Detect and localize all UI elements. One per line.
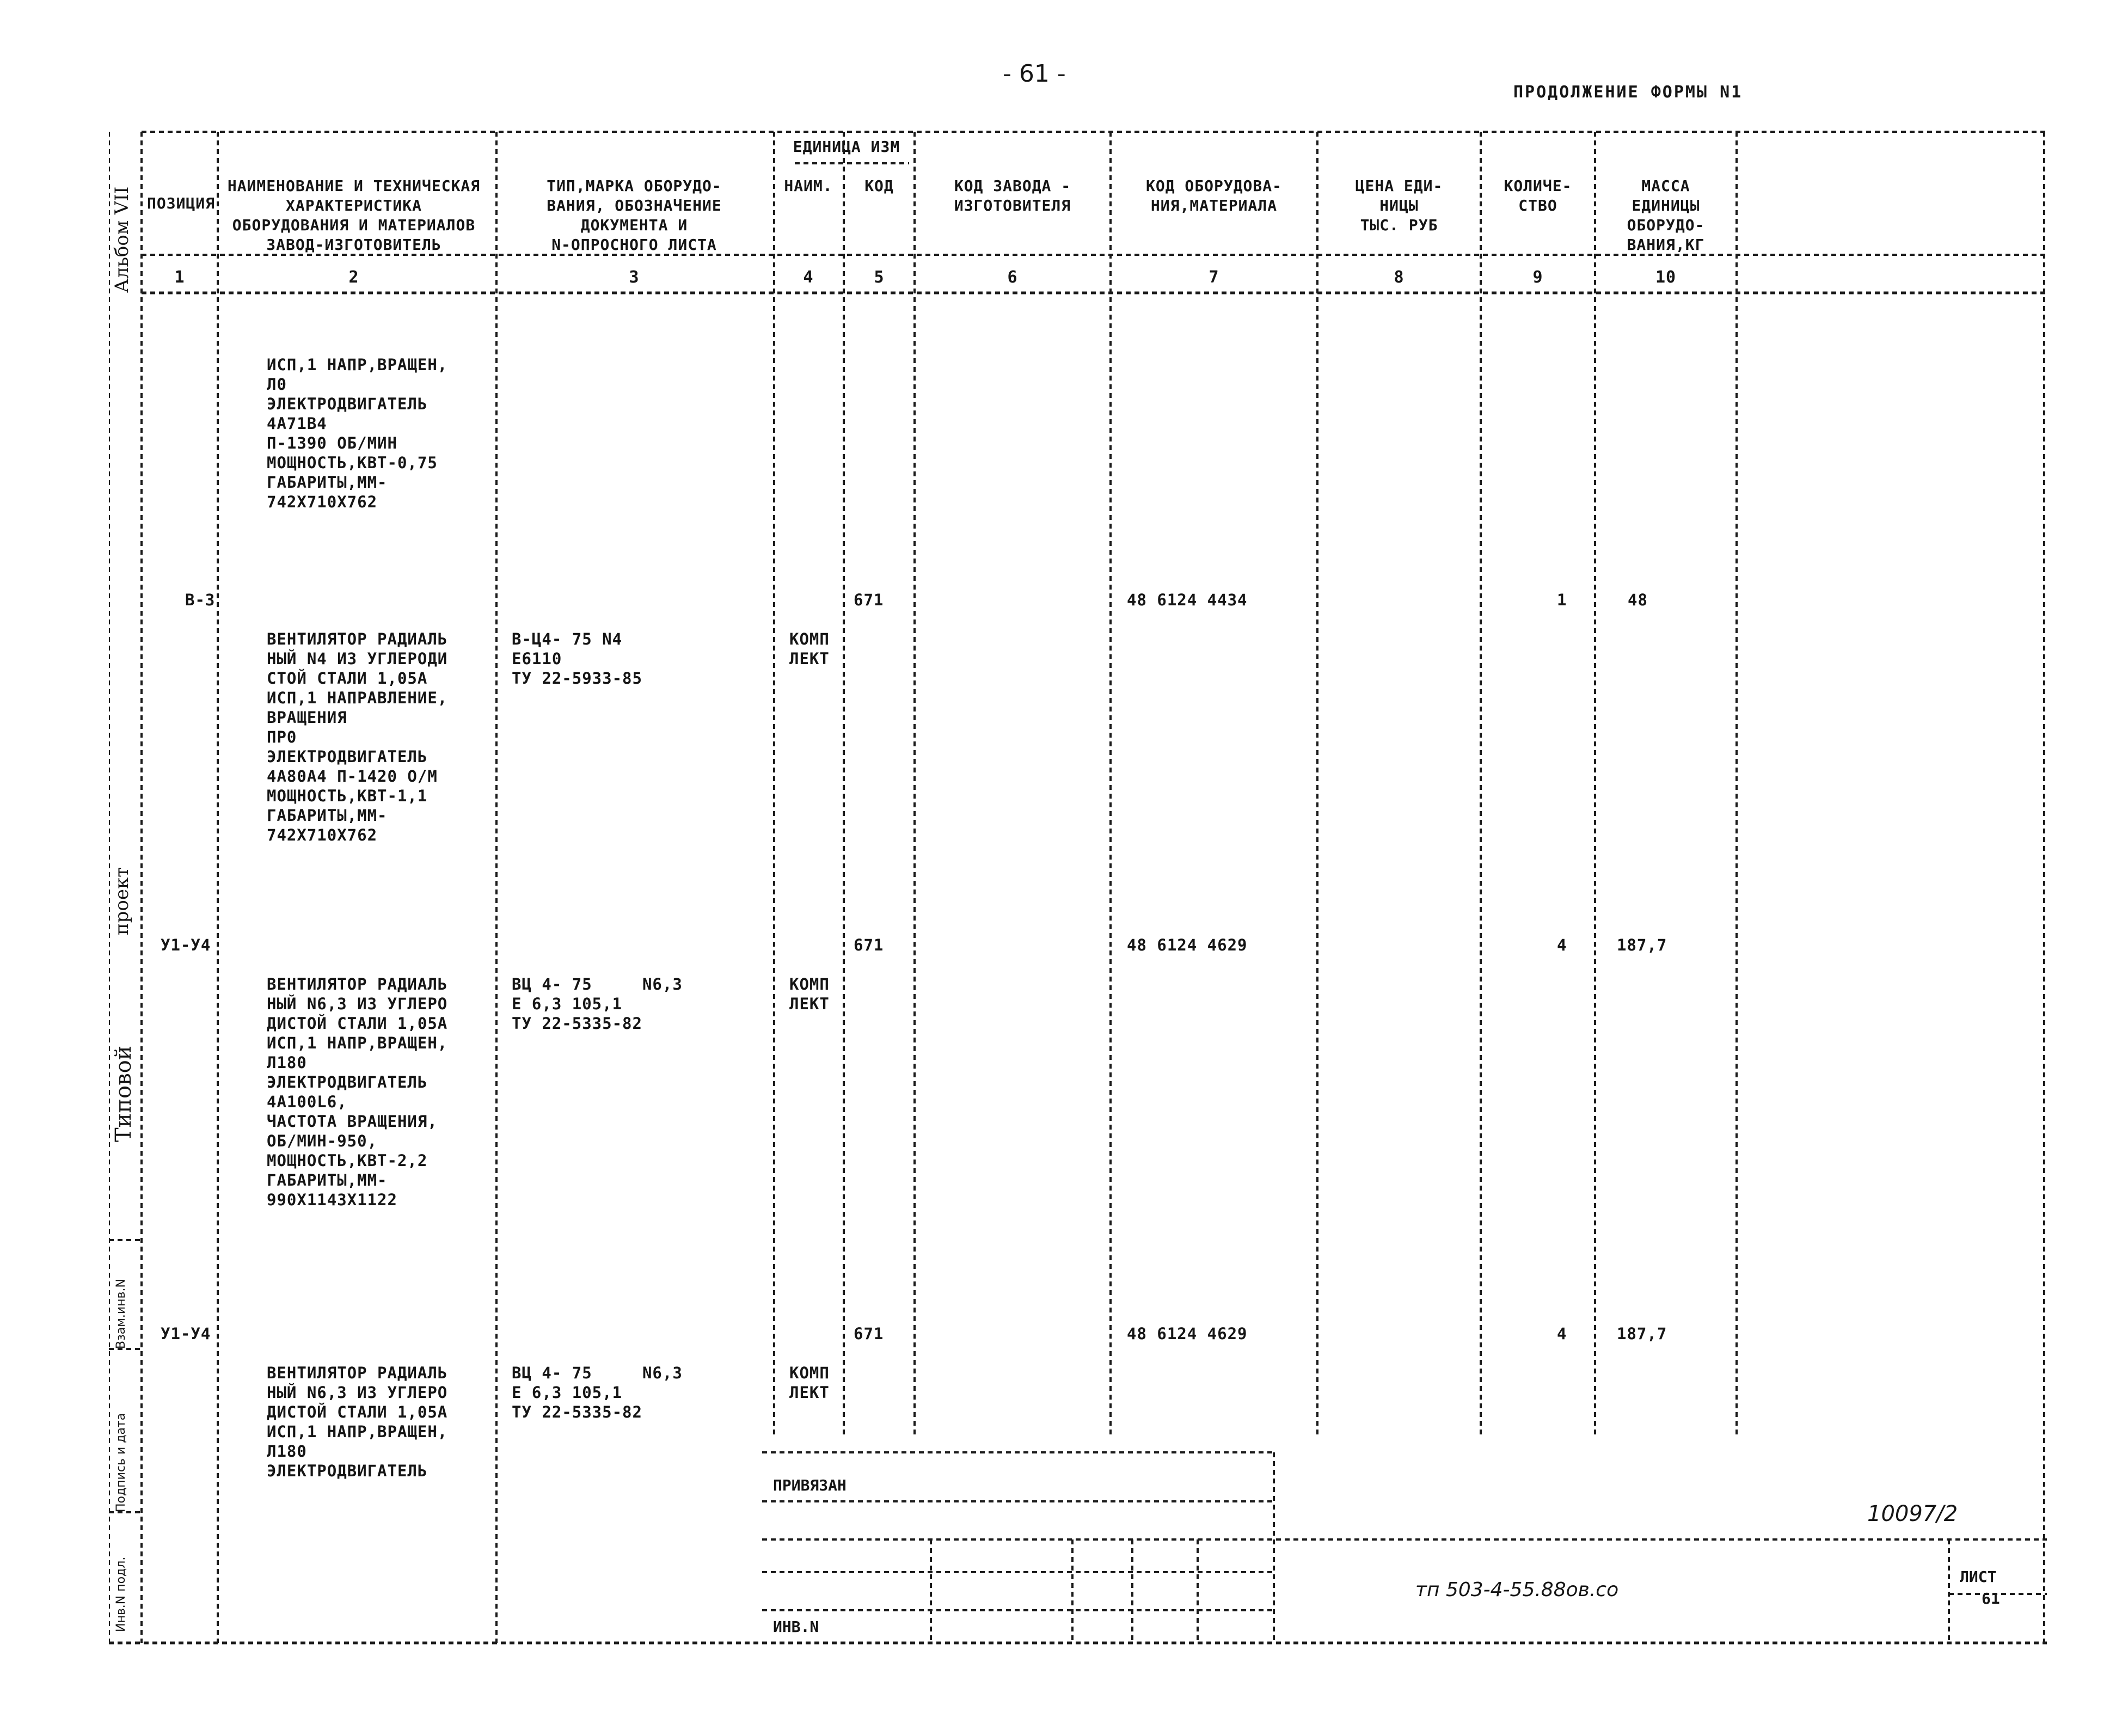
table-row-0-name: ИСП,1 НАПР,ВРАЩЕН, Л0 ЭЛЕКТРОДВИГАТЕЛЬ 4А71В4 П-1390 ОБ/МИН МОЩНОСТЬ,КВТ-0,75 ГАБАРИТЫ,ММ- 742Х710Х762 — [267, 355, 448, 511]
column-number: 2 — [348, 268, 359, 287]
column-number: 7 — [1209, 268, 1219, 287]
table-row-1-position: В-3 — [185, 591, 216, 609]
table-row-1-quantity: 1 — [1557, 591, 1567, 609]
album-label: Альбом VII — [111, 186, 133, 293]
column-number: 10 — [1655, 268, 1677, 287]
stamp-handwritten-note: 10097/2 — [1867, 1501, 1958, 1526]
form-continuation-label: ПРОДОЛЖЕНИЕ ФОРМЫ N1 — [1513, 83, 1743, 102]
table-row-3-equipment-code: 48 6124 4629 — [1127, 1324, 1248, 1343]
table-row-1-unit-code: 671 — [854, 591, 884, 609]
table-row-1-name: ВЕНТИЛЯТОР РАДИАЛЬ НЫЙ N4 ИЗ УГЛЕРОДИ СТОЙ СТАЛИ 1,05А ИСП,1 НАПРАВЛЕНИЕ, ВРАЩЕНИЯ ПР0 ЭЛЕКТРОДВИГАТЕЛЬ 4А80А4 П-1420 О/М МОЩНОСТЬ,КВТ-1,1 ГАБАРИТЫ,ММ- 742Х710Х762 — [267, 630, 448, 844]
column-number: 3 — [629, 268, 640, 287]
table-row-2-type: ВЦ 4- 75 N6,3 Е 6,3 105,1 ТУ 22-5335-82 — [512, 975, 683, 1033]
column-number: 9 — [1532, 268, 1543, 287]
table-row-3-quantity: 4 — [1557, 1324, 1567, 1343]
stamp-sheet-number: 61 — [1982, 1590, 2000, 1608]
column-number: 1 — [174, 268, 185, 287]
column-number: 5 — [874, 268, 885, 287]
header-type: ТИП,МАРКА ОБОРУДО- ВАНИЯ, ОБОЗНАЧЕНИЕ ДОКУМЕНТА И N-ОПРОСНОГО ЛИСТА — [547, 177, 722, 254]
header-unit-code: КОД — [864, 177, 894, 195]
header-equipment-code: КОД ОБОРУДОВА- НИЯ,МАТЕРИАЛА — [1145, 177, 1282, 214]
header-unit-name: НАИМ. — [784, 177, 833, 195]
table-row-3-mass: 187,7 — [1617, 1324, 1667, 1343]
page-number: - 61 - — [1003, 60, 1066, 88]
table-row-3-unit-code: 671 — [854, 1324, 884, 1343]
table-row-3-unit-name: КОМП ЛЕКТ — [789, 1364, 830, 1402]
typical-label: Типовой — [111, 1045, 136, 1142]
header-price: ЦЕНА ЕДИ- НИЦЫ ТЫС. РУБ — [1355, 177, 1443, 234]
header-unit: ЕДИНИЦА ИЗМ — [793, 138, 900, 156]
column-number: 6 — [1007, 268, 1018, 287]
specification-sheet — [109, 108, 2047, 1648]
table-row-2-name: ВЕНТИЛЯТОР РАДИАЛЬ НЫЙ N6,3 ИЗ УГЛЕРО ДИСТОЙ СТАЛИ 1,05А ИСП,1 НАПР,ВРАЩЕН, Л180 ЭЛЕКТРОДВИГАТЕЛЬ 4А100L6, ЧАСТОТА ВРАЩЕНИЯ, ОБ/МИН-950, МОЩНОСТЬ,КВТ-2,2 ГАБАРИТЫ,ММ- 990Х1143Х1122 — [267, 975, 448, 1209]
table-row-2-position: У1-У4 — [161, 936, 211, 954]
header-quantity: КОЛИЧЕ- СТВО — [1504, 177, 1572, 214]
table-row-2-unit-code: 671 — [854, 936, 884, 954]
stamp-inventory-label: ИНВ.N — [773, 1618, 819, 1636]
replacement-inv-label: Взам.инв.N — [114, 1279, 128, 1349]
table-row-3-name: ВЕНТИЛЯТОР РАДИАЛЬ НЫЙ N6,3 ИЗ УГЛЕРО ДИСТОЙ СТАЛИ 1,05А ИСП,1 НАПР,ВРАЩЕН, Л180 ЭЛЕКТРОДВИГАТЕЛЬ — [267, 1364, 448, 1480]
table-row-2-equipment-code: 48 6124 4629 — [1127, 936, 1248, 954]
table-row-3-type: ВЦ 4- 75 N6,3 Е 6,3 105,1 ТУ 22-5335-82 — [512, 1364, 683, 1421]
original-inv-label: Инв.N подл. — [114, 1556, 128, 1632]
table-row-2-unit-name: КОМП ЛЕКТ — [789, 975, 830, 1013]
stamp-sheet-label: ЛИСТ — [1960, 1568, 1997, 1586]
header-name: НАИМЕНОВАНИЕ И ТЕХНИЧЕСКАЯ ХАРАКТЕРИСТИКА ОБОРУДОВАНИЯ И МАТЕРИАЛОВ ЗАВОД-ИЗГОТОВИТЕЛЬ — [227, 177, 481, 254]
table-row-1-type: В-Ц4- 75 N4 Е6110 ТУ 22-5933-85 — [512, 630, 642, 688]
header-factory-code: КОД ЗАВОДА - ИЗГОТОВИТЕЛЯ — [954, 177, 1071, 214]
header-position: ПОЗИЦИЯ — [147, 194, 216, 212]
table-row-1-equipment-code: 48 6124 4434 — [1127, 591, 1248, 609]
stamp-document-code: тп 503-4-55.88ов.со — [1415, 1579, 1619, 1601]
table-row-2-quantity: 4 — [1557, 936, 1567, 954]
table-row-1-mass: 48 — [1628, 591, 1648, 609]
signature-date-label: Подпись и дата — [114, 1413, 128, 1512]
table-row-2-mass: 187,7 — [1617, 936, 1667, 954]
column-number: 8 — [1394, 268, 1405, 287]
table-row-3-position: У1-У4 — [161, 1324, 211, 1343]
table-row-1-unit-name: КОМП ЛЕКТ — [789, 630, 830, 668]
column-number: 4 — [803, 268, 814, 287]
project-label: проект — [111, 867, 133, 935]
header-mass: МАССА ЕДИНИЦЫ ОБОРУДО- ВАНИЯ,КГ — [1627, 177, 1705, 254]
stamp-linked-label: ПРИВЯЗАН — [773, 1476, 847, 1494]
